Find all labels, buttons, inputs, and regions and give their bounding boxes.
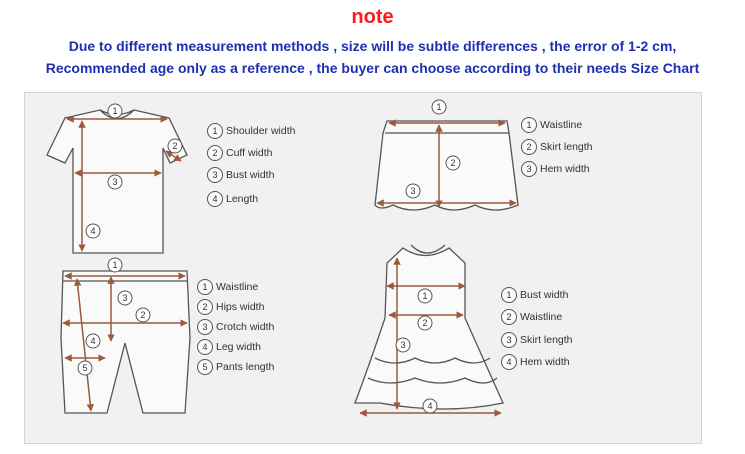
note-line-2: Recommended age only as a reference , the buyer can choose according to their needs Size Chart — [45, 60, 700, 76]
svg-text:1: 1 — [112, 260, 118, 270]
svg-text:3: 3 — [400, 340, 406, 350]
svg-text:2: 2 — [450, 158, 456, 168]
legend-item: 2 Waistline — [501, 309, 562, 325]
svg-text:3: 3 — [122, 293, 128, 303]
svg-text:4: 4 — [90, 336, 96, 346]
legend-item: 2 Hips width — [197, 299, 264, 315]
note-line-1: Due to different measurement methods , size will be subtle differences , the error of 1-2 cm, — [68, 38, 677, 54]
size-chart-panel — [24, 92, 702, 444]
legend-item: 4 Hem width — [501, 354, 570, 370]
legend-item: 4 Leg width — [197, 339, 261, 355]
dress-legend — [501, 287, 611, 377]
svg-text:4: 4 — [427, 401, 433, 411]
legend-item: 3 Bust width — [207, 167, 274, 183]
svg-text:2: 2 — [140, 310, 146, 320]
legend-item: 3 Crotch width — [197, 319, 274, 335]
legend-item: 2 Cuff width — [207, 145, 273, 161]
legend-item: 5 Pants length — [197, 359, 274, 375]
svg-text:3: 3 — [410, 186, 416, 196]
legend-item: 1 Waistline — [197, 279, 258, 295]
legend-item: 1 Bust width — [501, 287, 568, 303]
pants-legend — [197, 279, 307, 389]
svg-text:3: 3 — [112, 177, 118, 187]
legend-item: 2 Skirt length — [521, 139, 593, 155]
svg-text:2: 2 — [422, 318, 428, 328]
legend-item: 1 Waistline — [521, 117, 582, 133]
legend-item: 1 Shoulder width — [207, 123, 295, 139]
legend-item: 3 Skirt length — [501, 332, 573, 348]
svg-text:2: 2 — [172, 141, 178, 151]
note-title: note — [351, 6, 394, 28]
svg-text:5: 5 — [82, 363, 88, 373]
svg-text:1: 1 — [436, 102, 442, 112]
legend-item: 3 Hem width — [521, 161, 590, 177]
skirt-legend — [521, 117, 631, 187]
svg-text:4: 4 — [90, 226, 96, 236]
legend-item: 4 Length — [207, 191, 258, 207]
svg-text:1: 1 — [422, 291, 428, 301]
tshirt-legend — [207, 123, 317, 213]
svg-text:1: 1 — [112, 106, 118, 116]
